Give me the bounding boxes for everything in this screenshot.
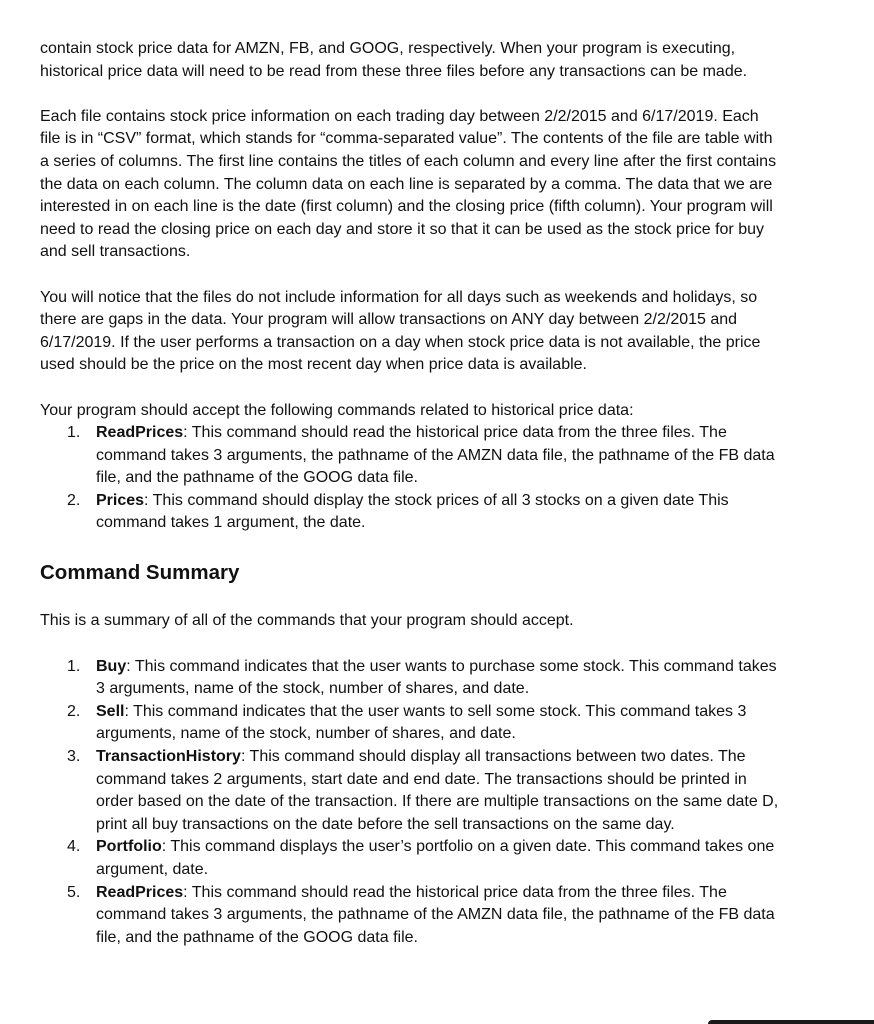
list-item [40, 882, 780, 950]
command-description: : This command displays the user’s portfolio on a given date. This command takes one argument, date. [96, 838, 775, 878]
list-item [40, 836, 780, 881]
list-number: 1. [67, 657, 81, 675]
list-number: 5. [67, 883, 81, 901]
command-name: Sell [96, 702, 125, 720]
command-description: : This command should read the historical price data from the three files. The command takes 3 arguments, the pathname of the AMZN data file, the pathname of the FB data file, and the pathname of the GOOG data file. [96, 424, 775, 487]
intro-paragraph-2: Each file contains stock price information on each trading day between 2/2/2015 and 6/17/2019. Each file is in “CSV” format, which stands for “comma-separated value”. The contents of the file are table with a series of columns. The first line contains the titles of each column and every line after the first contains the data on each column. The column data on each line is separated by a comma. The data that we are interested in on each line is the date (first column) and the closing price (fifth column). Your program will need to read the closing price on each day and store it so that it can be used as the stock price for buy and sell transactions. [40, 107, 777, 261]
command-description: : This command indicates that the user wants to purchase some stock. This command takes 3 arguments, name of the stock, number of shares, and date. [96, 657, 777, 698]
list-item [40, 701, 780, 746]
list-item [40, 746, 780, 836]
list-number: 2. [67, 702, 81, 720]
historical-commands-list [40, 422, 780, 535]
summary-commands-list [40, 656, 780, 950]
list-number: 2. [67, 491, 81, 509]
list-number: 4. [67, 838, 81, 856]
command-name: Prices [96, 491, 145, 509]
command-name: ReadPrices [96, 424, 184, 442]
intro-paragraph-1: contain stock price data for AMZN, FB, and GOOG, respectively. When your program is executing, historical price data will need to be read from these three files before any transactions can be made. [40, 40, 748, 80]
summary-intro: This is a summary of all of the commands that your program should accept. [40, 612, 574, 630]
command-name: TransactionHistory [96, 748, 241, 766]
command-description: : This command should display all transactions between two dates. The command takes 2 arguments, start date and end date. The transactions should be printed in order based on the date of the transaction. If there are multiple transactions on the same date D, print all buy transactions on the date before the sell transactions on the same day. [96, 748, 779, 833]
list-item [40, 490, 780, 535]
command-name: Portfolio [96, 838, 162, 856]
list-number: 3. [67, 748, 81, 766]
command-description: : This command should display the stock prices of all 3 stocks on a given date This command takes 1 argument, the date. [96, 491, 729, 532]
intro-paragraph-4: Your program should accept the following commands related to historical price data: [40, 401, 634, 419]
command-description: : This command should read the historical price data from the three files. The command takes 3 arguments, the pathname of the AMZN data file, the pathname of the FB data file, and the pathname of the GOOG data file. [96, 883, 775, 946]
command-name: ReadPrices [96, 883, 184, 901]
list-number: 1. [67, 424, 81, 442]
home-indicator-bar [708, 1020, 874, 1024]
command-name: Buy [96, 657, 127, 675]
section-heading: Command Summary [40, 561, 240, 585]
list-item [40, 422, 780, 490]
command-description: : This command indicates that the user wants to sell some stock. This command takes 3 arguments, name of the stock, number of shares, and date. [96, 702, 747, 743]
intro-paragraph-3: You will notice that the files do not include information for all days such as weekends and holidays, so there are gaps in the data. Your program will allow transactions on ANY day between 2/2/2015 and 6/17/2019. If the user performs a transaction on a day when stock price data is not available, the price used should be the price on the most recent day when price data is available. [40, 288, 761, 374]
document-page [40, 38, 780, 949]
list-item [40, 656, 780, 701]
